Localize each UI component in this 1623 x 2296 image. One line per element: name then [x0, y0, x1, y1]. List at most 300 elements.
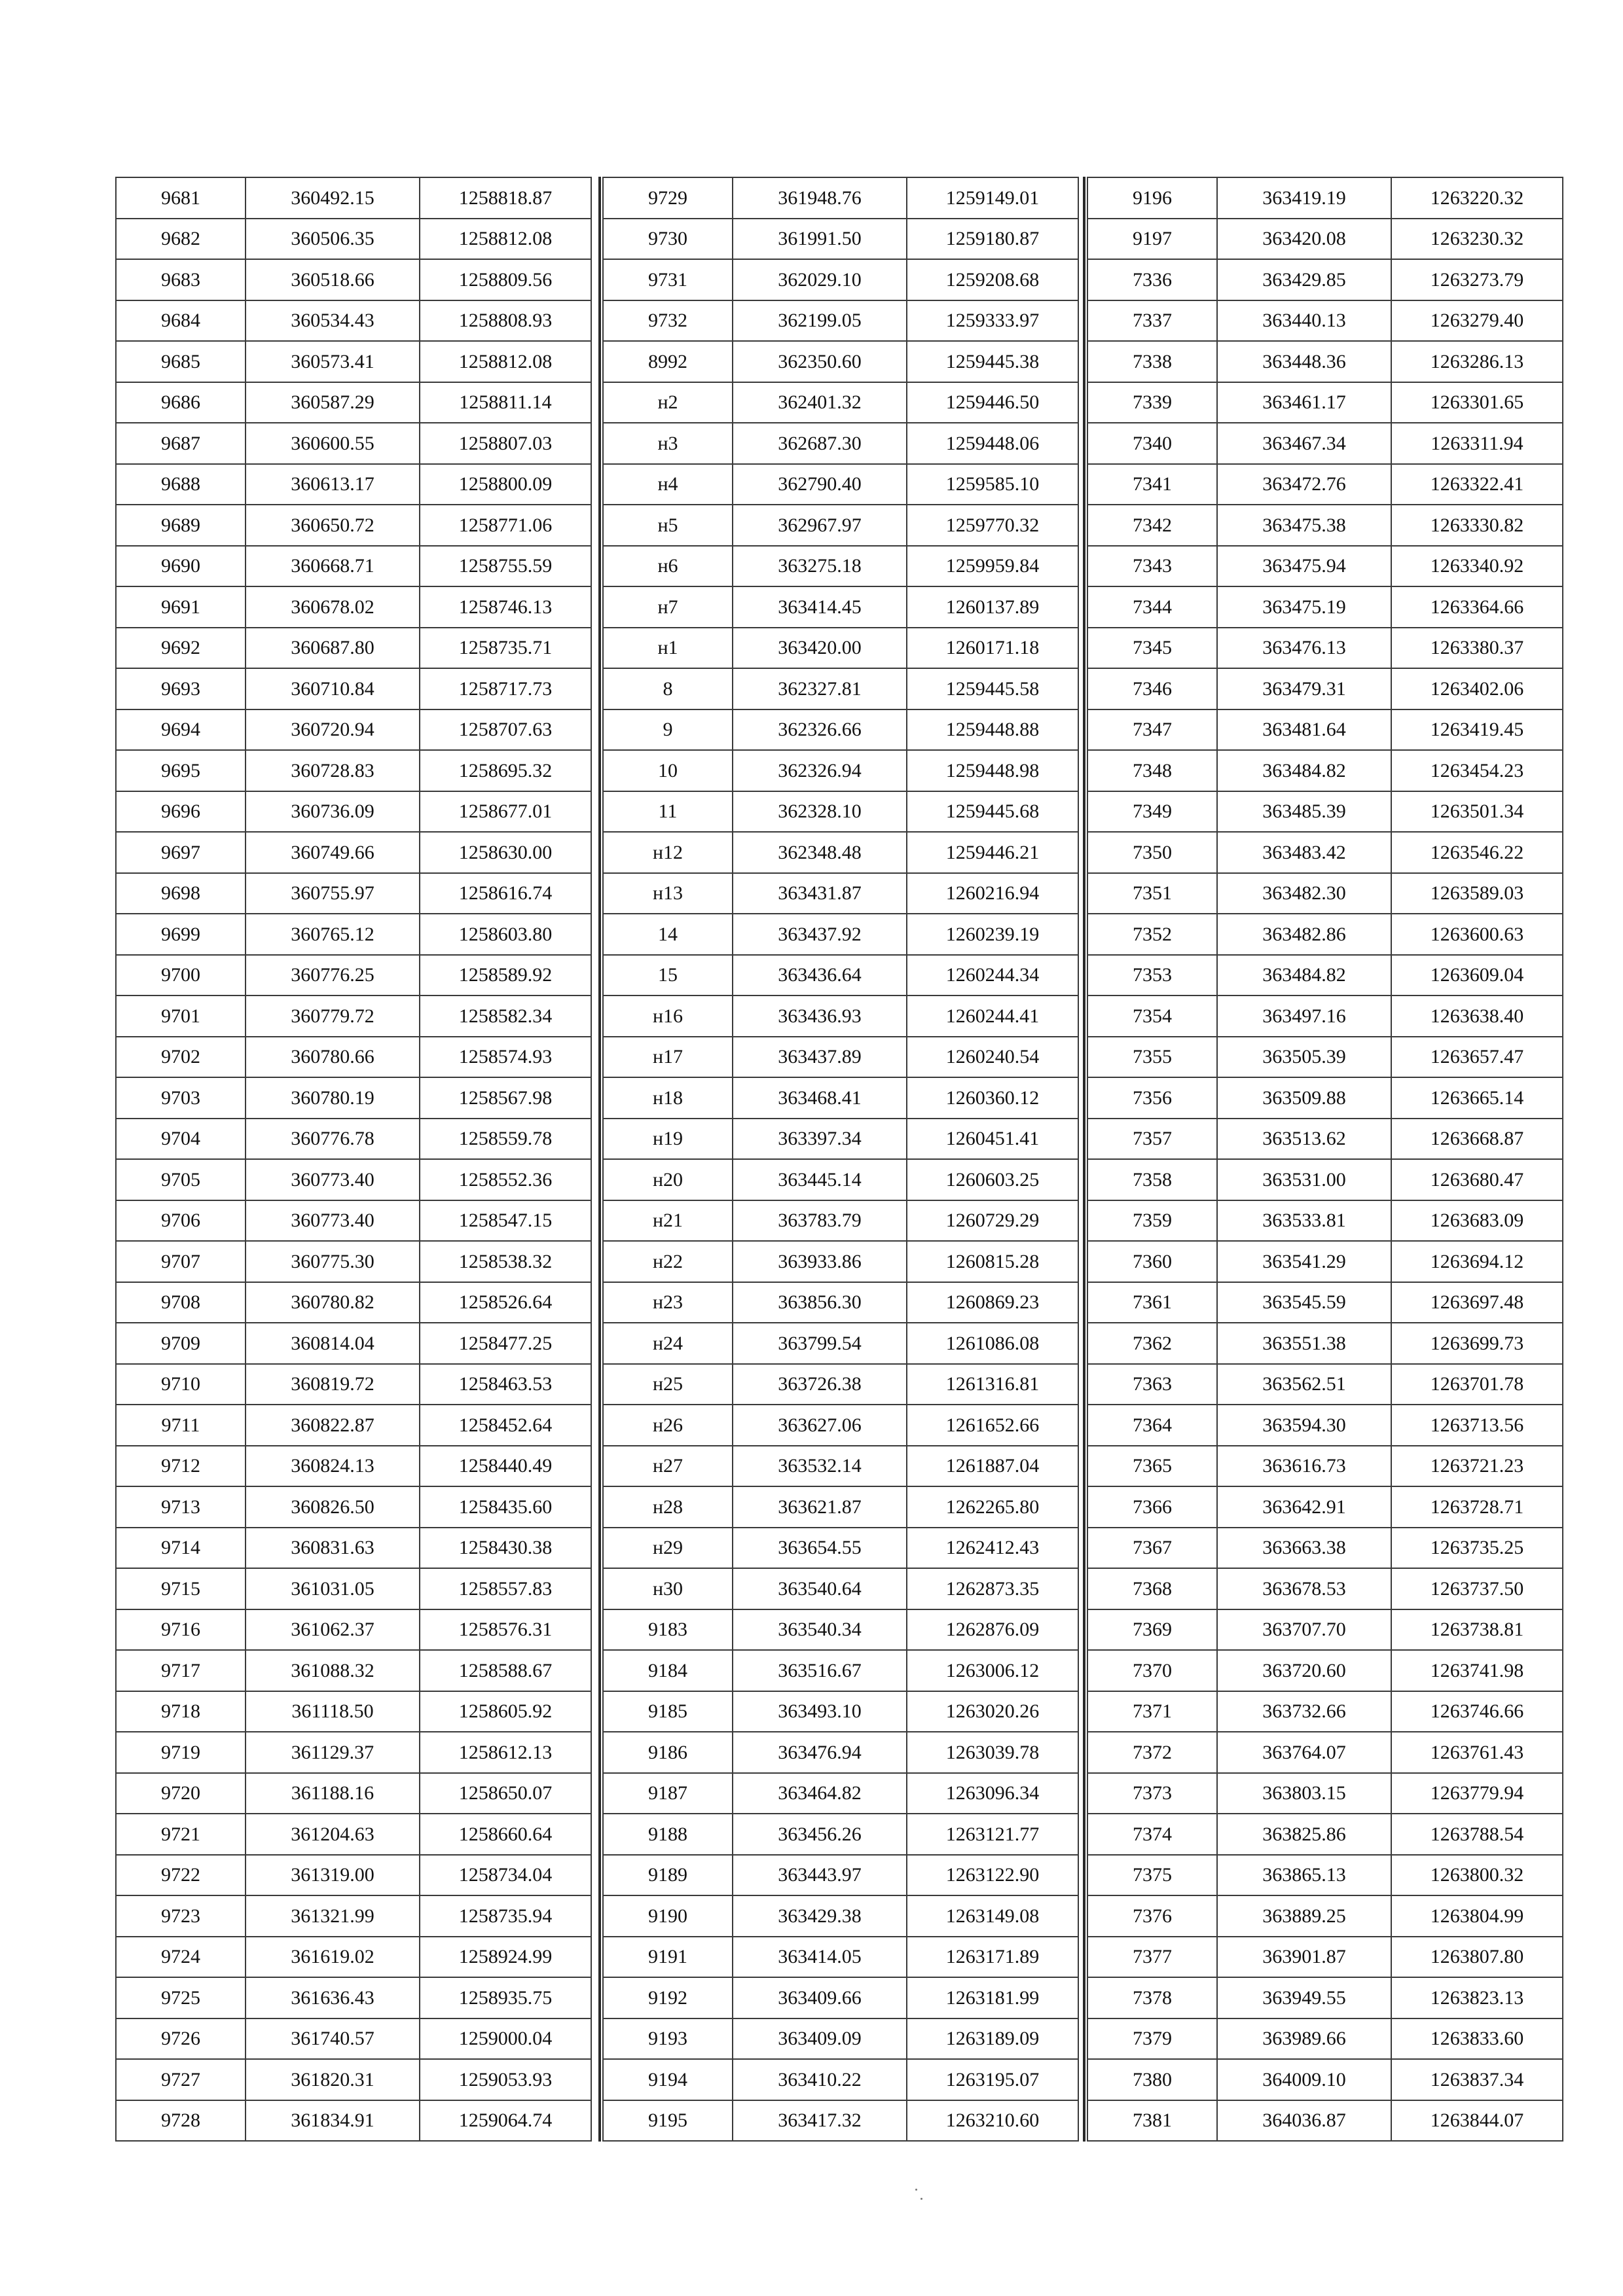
x-coordinate-cell: 363484.82 — [1217, 955, 1391, 996]
point-id-cell: н13 — [603, 873, 733, 914]
x-coordinate-cell: 361636.43 — [246, 1977, 420, 2018]
point-id-cell: 7346 — [1087, 668, 1217, 709]
point-id-cell: 7341 — [1087, 464, 1217, 505]
y-coordinate-cell: 1263833.60 — [1391, 2018, 1563, 2059]
table-row — [1087, 586, 1563, 628]
y-coordinate-cell: 1260729.29 — [907, 1200, 1078, 1241]
x-coordinate-cell: 363663.38 — [1217, 1528, 1391, 1568]
table-row — [603, 1691, 1078, 1732]
table-row — [603, 1609, 1078, 1650]
point-id-cell: 7344 — [1087, 586, 1217, 628]
table-row — [603, 873, 1078, 914]
point-id-cell: 7345 — [1087, 628, 1217, 668]
table-row — [116, 832, 591, 873]
point-id-cell: 8992 — [603, 341, 733, 382]
point-id-cell: н28 — [603, 1486, 733, 1528]
y-coordinate-cell: 1258603.80 — [420, 914, 591, 955]
y-coordinate-cell: 1263273.79 — [1391, 259, 1563, 300]
y-coordinate-cell: 1260869.23 — [907, 1282, 1078, 1323]
point-id-cell: 7376 — [1087, 1895, 1217, 1937]
x-coordinate-cell: 363436.64 — [733, 955, 907, 996]
point-id-cell: 7354 — [1087, 996, 1217, 1037]
x-coordinate-cell: 360775.30 — [246, 1241, 420, 1282]
x-coordinate-cell: 363429.38 — [733, 1895, 907, 1937]
point-id-cell: н16 — [603, 996, 733, 1037]
x-coordinate-cell: 362326.66 — [733, 709, 907, 750]
table-row — [603, 219, 1078, 259]
table-row — [116, 423, 591, 464]
y-coordinate-cell: 1263301.65 — [1391, 382, 1563, 423]
x-coordinate-cell: 360678.02 — [246, 586, 420, 628]
y-coordinate-cell: 1263680.47 — [1391, 1159, 1563, 1200]
x-coordinate-cell: 360780.66 — [246, 1037, 420, 1077]
point-id-cell: 9727 — [116, 2059, 246, 2100]
y-coordinate-cell: 1258771.06 — [420, 505, 591, 546]
table-row — [1087, 873, 1563, 914]
y-coordinate-cell: 1259053.93 — [420, 2059, 591, 2100]
x-coordinate-cell: 361204.63 — [246, 1814, 420, 1855]
point-id-cell: н12 — [603, 832, 733, 873]
y-coordinate-cell: 1261652.66 — [907, 1405, 1078, 1446]
y-coordinate-cell: 1260815.28 — [907, 1241, 1078, 1282]
x-coordinate-cell: 363445.14 — [733, 1159, 907, 1200]
point-id-cell: н7 — [603, 586, 733, 628]
y-coordinate-cell: 1263419.45 — [1391, 709, 1563, 750]
x-coordinate-cell: 362029.10 — [733, 259, 907, 300]
coordinates-table-2 — [602, 177, 1079, 2142]
x-coordinate-cell: 360780.19 — [246, 1077, 420, 1119]
point-id-cell: 8 — [603, 668, 733, 709]
x-coordinate-cell: 360518.66 — [246, 259, 420, 300]
table-row — [603, 832, 1078, 873]
point-id-cell: 9726 — [116, 2018, 246, 2059]
x-coordinate-cell: 363531.00 — [1217, 1159, 1391, 1200]
point-id-cell: 7350 — [1087, 832, 1217, 873]
table-divider-right — [1083, 177, 1085, 2142]
point-id-cell: 7355 — [1087, 1037, 1217, 1077]
table-row — [1087, 505, 1563, 546]
y-coordinate-cell: 1260239.19 — [907, 914, 1078, 955]
y-coordinate-cell: 1259064.74 — [420, 2100, 591, 2141]
table-row — [603, 546, 1078, 586]
table-row — [1087, 1119, 1563, 1159]
table-row — [116, 668, 591, 709]
y-coordinate-cell: 1258735.71 — [420, 628, 591, 668]
y-coordinate-cell: 1262265.80 — [907, 1486, 1078, 1528]
x-coordinate-cell: 360710.84 — [246, 668, 420, 709]
table-row — [603, 955, 1078, 996]
y-coordinate-cell: 1263657.47 — [1391, 1037, 1563, 1077]
table-row — [116, 586, 591, 628]
table-row — [116, 1323, 591, 1364]
x-coordinate-cell: 363456.26 — [733, 1814, 907, 1855]
x-coordinate-cell: 363678.53 — [1217, 1568, 1391, 1609]
point-id-cell: 11 — [603, 791, 733, 832]
x-coordinate-cell: 361319.00 — [246, 1855, 420, 1895]
point-id-cell: 9720 — [116, 1773, 246, 1814]
point-id-cell: 7366 — [1087, 1486, 1217, 1528]
y-coordinate-cell: 1258576.31 — [420, 1609, 591, 1650]
point-id-cell: 9710 — [116, 1364, 246, 1405]
table-row — [116, 791, 591, 832]
y-coordinate-cell: 1263364.66 — [1391, 586, 1563, 628]
x-coordinate-cell: 363420.00 — [733, 628, 907, 668]
table-row — [603, 1937, 1078, 1977]
y-coordinate-cell: 1260216.94 — [907, 873, 1078, 914]
x-coordinate-cell: 363621.87 — [733, 1486, 907, 1528]
y-coordinate-cell: 1261887.04 — [907, 1446, 1078, 1486]
x-coordinate-cell: 363482.86 — [1217, 914, 1391, 955]
point-id-cell: 9728 — [116, 2100, 246, 2141]
x-coordinate-cell: 362326.94 — [733, 750, 907, 791]
x-coordinate-cell: 363889.25 — [1217, 1895, 1391, 1937]
table-row — [1087, 341, 1563, 382]
point-id-cell: н20 — [603, 1159, 733, 1200]
y-coordinate-cell: 1263609.04 — [1391, 955, 1563, 996]
y-coordinate-cell: 1258612.13 — [420, 1732, 591, 1773]
y-coordinate-cell: 1258746.13 — [420, 586, 591, 628]
y-coordinate-cell: 1258755.59 — [420, 546, 591, 586]
point-id-cell: 9196 — [1087, 177, 1217, 219]
x-coordinate-cell: 362328.10 — [733, 791, 907, 832]
point-id-cell: 9708 — [116, 1282, 246, 1323]
table-divider-left — [598, 177, 601, 2142]
point-id-cell: 9701 — [116, 996, 246, 1037]
point-id-cell: 9712 — [116, 1446, 246, 1486]
point-id-cell: 9713 — [116, 1486, 246, 1528]
table-row — [603, 1977, 1078, 2018]
point-id-cell: 9721 — [116, 1814, 246, 1855]
y-coordinate-cell: 1262876.09 — [907, 1609, 1078, 1650]
table-row — [116, 1691, 591, 1732]
y-coordinate-cell: 1259445.68 — [907, 791, 1078, 832]
point-id-cell: 9195 — [603, 2100, 733, 2141]
x-coordinate-cell: 363933.86 — [733, 1241, 907, 1282]
table-row — [1087, 1568, 1563, 1609]
y-coordinate-cell: 1263600.63 — [1391, 914, 1563, 955]
y-coordinate-cell: 1258559.78 — [420, 1119, 591, 1159]
y-coordinate-cell: 1263746.66 — [1391, 1691, 1563, 1732]
table-row — [603, 791, 1078, 832]
x-coordinate-cell: 360776.78 — [246, 1119, 420, 1159]
x-coordinate-cell: 363783.79 — [733, 1200, 907, 1241]
table-row — [116, 1977, 591, 2018]
y-coordinate-cell: 1259208.68 — [907, 259, 1078, 300]
point-id-cell: 9697 — [116, 832, 246, 873]
x-coordinate-cell: 360831.63 — [246, 1528, 420, 1568]
x-coordinate-cell: 363475.38 — [1217, 505, 1391, 546]
point-id-cell: 9683 — [116, 259, 246, 300]
point-id-cell: 9686 — [116, 382, 246, 423]
x-coordinate-cell: 363443.97 — [733, 1855, 907, 1895]
table-row — [1087, 1773, 1563, 1814]
x-coordinate-cell: 363464.82 — [733, 1773, 907, 1814]
y-coordinate-cell: 1263039.78 — [907, 1732, 1078, 1773]
point-id-cell: 7373 — [1087, 1773, 1217, 1814]
point-id-cell: 9191 — [603, 1937, 733, 1977]
y-coordinate-cell: 1260244.41 — [907, 996, 1078, 1037]
y-coordinate-cell: 1263800.32 — [1391, 1855, 1563, 1895]
y-coordinate-cell: 1259180.87 — [907, 219, 1078, 259]
table-row — [116, 1650, 591, 1691]
y-coordinate-cell: 1263721.23 — [1391, 1446, 1563, 1486]
x-coordinate-cell: 361129.37 — [246, 1732, 420, 1773]
x-coordinate-cell: 360826.50 — [246, 1486, 420, 1528]
table-row — [1087, 546, 1563, 586]
point-id-cell: 7361 — [1087, 1282, 1217, 1323]
point-id-cell: 7336 — [1087, 259, 1217, 300]
x-coordinate-cell: 363720.60 — [1217, 1650, 1391, 1691]
x-coordinate-cell: 360687.80 — [246, 628, 420, 668]
point-id-cell: 9718 — [116, 1691, 246, 1732]
point-id-cell: 15 — [603, 955, 733, 996]
x-coordinate-cell: 361062.37 — [246, 1609, 420, 1650]
point-id-cell: н24 — [603, 1323, 733, 1364]
x-coordinate-cell: 363397.34 — [733, 1119, 907, 1159]
y-coordinate-cell: 1258582.34 — [420, 996, 591, 1037]
x-coordinate-cell: 363479.31 — [1217, 668, 1391, 709]
table-row — [603, 1814, 1078, 1855]
x-coordinate-cell: 363707.70 — [1217, 1609, 1391, 1650]
table-row — [603, 1119, 1078, 1159]
y-coordinate-cell: 1263380.37 — [1391, 628, 1563, 668]
y-coordinate-cell: 1263149.08 — [907, 1895, 1078, 1937]
y-coordinate-cell: 1258547.15 — [420, 1200, 591, 1241]
table-row — [1087, 2100, 1563, 2141]
y-coordinate-cell: 1259149.01 — [907, 177, 1078, 219]
y-coordinate-cell: 1258808.93 — [420, 300, 591, 341]
point-id-cell: 7369 — [1087, 1609, 1217, 1650]
x-coordinate-cell: 363732.66 — [1217, 1691, 1391, 1732]
x-coordinate-cell: 360755.97 — [246, 873, 420, 914]
x-coordinate-cell: 361118.50 — [246, 1691, 420, 1732]
y-coordinate-cell: 1258567.98 — [420, 1077, 591, 1119]
point-id-cell: 7360 — [1087, 1241, 1217, 1282]
x-coordinate-cell: 363448.36 — [1217, 341, 1391, 382]
x-coordinate-cell: 360492.15 — [246, 177, 420, 219]
table-row — [116, 709, 591, 750]
table-row — [116, 1037, 591, 1077]
table-row — [603, 1486, 1078, 1528]
table-row — [603, 1200, 1078, 1241]
table-row — [603, 628, 1078, 668]
table-row — [603, 914, 1078, 955]
table-row — [1087, 791, 1563, 832]
y-coordinate-cell: 1263546.22 — [1391, 832, 1563, 873]
table-row — [116, 1895, 591, 1937]
x-coordinate-cell: 363989.66 — [1217, 2018, 1391, 2059]
y-coordinate-cell: 1261316.81 — [907, 1364, 1078, 1405]
point-id-cell: 7380 — [1087, 2059, 1217, 2100]
x-coordinate-cell: 363865.13 — [1217, 1855, 1391, 1895]
point-id-cell: 7364 — [1087, 1405, 1217, 1446]
point-id-cell: 9729 — [603, 177, 733, 219]
point-id-cell: н1 — [603, 628, 733, 668]
y-coordinate-cell: 1258800.09 — [420, 464, 591, 505]
x-coordinate-cell: 360600.55 — [246, 423, 420, 464]
point-id-cell: н3 — [603, 423, 733, 464]
x-coordinate-cell: 363475.19 — [1217, 586, 1391, 628]
point-id-cell: 9696 — [116, 791, 246, 832]
point-id-cell: 9687 — [116, 423, 246, 464]
x-coordinate-cell: 360728.83 — [246, 750, 420, 791]
point-id-cell: 9714 — [116, 1528, 246, 1568]
x-coordinate-cell: 363485.39 — [1217, 791, 1391, 832]
y-coordinate-cell: 1263668.87 — [1391, 1119, 1563, 1159]
y-coordinate-cell: 1263844.07 — [1391, 2100, 1563, 2141]
y-coordinate-cell: 1263210.60 — [907, 2100, 1078, 2141]
table-row — [603, 1282, 1078, 1323]
point-id-cell: 9184 — [603, 1650, 733, 1691]
table-row — [1087, 1486, 1563, 1528]
x-coordinate-cell: 363616.73 — [1217, 1446, 1391, 1486]
point-id-cell: н26 — [603, 1405, 733, 1446]
point-id-cell: н25 — [603, 1364, 733, 1405]
table-row — [603, 2059, 1078, 2100]
x-coordinate-cell: 362327.81 — [733, 668, 907, 709]
table-row — [603, 1855, 1078, 1895]
y-coordinate-cell: 1258526.64 — [420, 1282, 591, 1323]
x-coordinate-cell: 363642.91 — [1217, 1486, 1391, 1528]
point-id-cell: 9724 — [116, 1937, 246, 1977]
table-row — [116, 2018, 591, 2059]
x-coordinate-cell: 360506.35 — [246, 219, 420, 259]
x-coordinate-cell: 362790.40 — [733, 464, 907, 505]
y-coordinate-cell: 1263713.56 — [1391, 1405, 1563, 1446]
x-coordinate-cell: 363513.62 — [1217, 1119, 1391, 1159]
x-coordinate-cell: 363764.07 — [1217, 1732, 1391, 1773]
x-coordinate-cell: 361948.76 — [733, 177, 907, 219]
x-coordinate-cell: 364009.10 — [1217, 2059, 1391, 2100]
x-coordinate-cell: 363516.67 — [733, 1650, 907, 1691]
point-id-cell: 9698 — [116, 873, 246, 914]
y-coordinate-cell: 1263761.43 — [1391, 1732, 1563, 1773]
y-coordinate-cell: 1263340.92 — [1391, 546, 1563, 586]
y-coordinate-cell: 1263837.34 — [1391, 2059, 1563, 2100]
point-id-cell: 9197 — [1087, 219, 1217, 259]
y-coordinate-cell: 1262412.43 — [907, 1528, 1078, 1568]
point-id-cell: 9689 — [116, 505, 246, 546]
table-row — [1087, 914, 1563, 955]
point-id-cell: н21 — [603, 1200, 733, 1241]
y-coordinate-cell: 1258734.04 — [420, 1855, 591, 1895]
table-row — [116, 1937, 591, 1977]
x-coordinate-cell: 363509.88 — [1217, 1077, 1391, 1119]
point-id-cell: н19 — [603, 1119, 733, 1159]
y-coordinate-cell: 1263699.73 — [1391, 1323, 1563, 1364]
y-coordinate-cell: 1263823.13 — [1391, 1977, 1563, 2018]
table-row — [1087, 1691, 1563, 1732]
x-coordinate-cell: 363475.94 — [1217, 546, 1391, 586]
point-id-cell: 9684 — [116, 300, 246, 341]
x-coordinate-cell: 363532.14 — [733, 1446, 907, 1486]
x-coordinate-cell: 360573.41 — [246, 341, 420, 382]
y-coordinate-cell: 1258811.14 — [420, 382, 591, 423]
x-coordinate-cell: 361321.99 — [246, 1895, 420, 1937]
y-coordinate-cell: 1258812.08 — [420, 341, 591, 382]
point-id-cell: 9694 — [116, 709, 246, 750]
table-row — [116, 2100, 591, 2141]
y-coordinate-cell: 1259333.97 — [907, 300, 1078, 341]
point-id-cell: 14 — [603, 914, 733, 955]
x-coordinate-cell: 361740.57 — [246, 2018, 420, 2059]
point-id-cell: 9709 — [116, 1323, 246, 1364]
x-coordinate-cell: 362348.48 — [733, 832, 907, 873]
point-id-cell: н30 — [603, 1568, 733, 1609]
y-coordinate-cell: 1263230.32 — [1391, 219, 1563, 259]
x-coordinate-cell: 363467.34 — [1217, 423, 1391, 464]
y-coordinate-cell: 1263697.48 — [1391, 1282, 1563, 1323]
point-id-cell: 9189 — [603, 1855, 733, 1895]
x-coordinate-cell: 363476.94 — [733, 1732, 907, 1773]
table-row — [603, 996, 1078, 1037]
y-coordinate-cell: 1263737.50 — [1391, 1568, 1563, 1609]
x-coordinate-cell: 360780.82 — [246, 1282, 420, 1323]
table-row — [116, 546, 591, 586]
x-coordinate-cell: 363541.29 — [1217, 1241, 1391, 1282]
table-row — [1087, 382, 1563, 423]
table-row — [1087, 300, 1563, 341]
point-id-cell: н5 — [603, 505, 733, 546]
table-row — [116, 341, 591, 382]
table-row — [1087, 1323, 1563, 1364]
point-id-cell: 7348 — [1087, 750, 1217, 791]
point-id-cell: 7347 — [1087, 709, 1217, 750]
y-coordinate-cell: 1263788.54 — [1391, 1814, 1563, 1855]
point-id-cell: 7367 — [1087, 1528, 1217, 1568]
point-id-cell: 7375 — [1087, 1855, 1217, 1895]
point-id-cell: 9725 — [116, 1977, 246, 2018]
table-row — [116, 1282, 591, 1323]
y-coordinate-cell: 1258574.93 — [420, 1037, 591, 1077]
y-coordinate-cell: 1263701.78 — [1391, 1364, 1563, 1405]
table-row — [603, 750, 1078, 791]
x-coordinate-cell: 360668.71 — [246, 546, 420, 586]
y-coordinate-cell: 1258605.92 — [420, 1691, 591, 1732]
point-id-cell: 9730 — [603, 219, 733, 259]
x-coordinate-cell: 363476.13 — [1217, 628, 1391, 668]
table-row — [603, 259, 1078, 300]
y-coordinate-cell: 1258552.36 — [420, 1159, 591, 1200]
table-row — [603, 1568, 1078, 1609]
table-row — [1087, 1282, 1563, 1323]
table-row — [1087, 177, 1563, 219]
x-coordinate-cell: 363545.59 — [1217, 1282, 1391, 1323]
y-coordinate-cell: 1258935.75 — [420, 1977, 591, 2018]
table-row — [1087, 1364, 1563, 1405]
table-row — [1087, 1895, 1563, 1937]
table-row — [603, 1241, 1078, 1282]
table-row — [1087, 423, 1563, 464]
point-id-cell: 7381 — [1087, 2100, 1217, 2141]
table-row — [603, 2018, 1078, 2059]
point-id-cell: 7351 — [1087, 873, 1217, 914]
table-row — [116, 1609, 591, 1650]
table-row — [116, 382, 591, 423]
y-coordinate-cell: 1259448.98 — [907, 750, 1078, 791]
x-coordinate-cell: 361991.50 — [733, 219, 907, 259]
point-id-cell: н27 — [603, 1446, 733, 1486]
x-coordinate-cell: 363409.66 — [733, 1977, 907, 2018]
x-coordinate-cell: 363726.38 — [733, 1364, 907, 1405]
x-coordinate-cell: 363901.87 — [1217, 1937, 1391, 1977]
table-row — [116, 177, 591, 219]
table-row — [116, 1814, 591, 1855]
y-coordinate-cell: 1263738.81 — [1391, 1609, 1563, 1650]
x-coordinate-cell: 360776.25 — [246, 955, 420, 996]
table-row — [603, 1446, 1078, 1486]
point-id-cell: 9695 — [116, 750, 246, 791]
